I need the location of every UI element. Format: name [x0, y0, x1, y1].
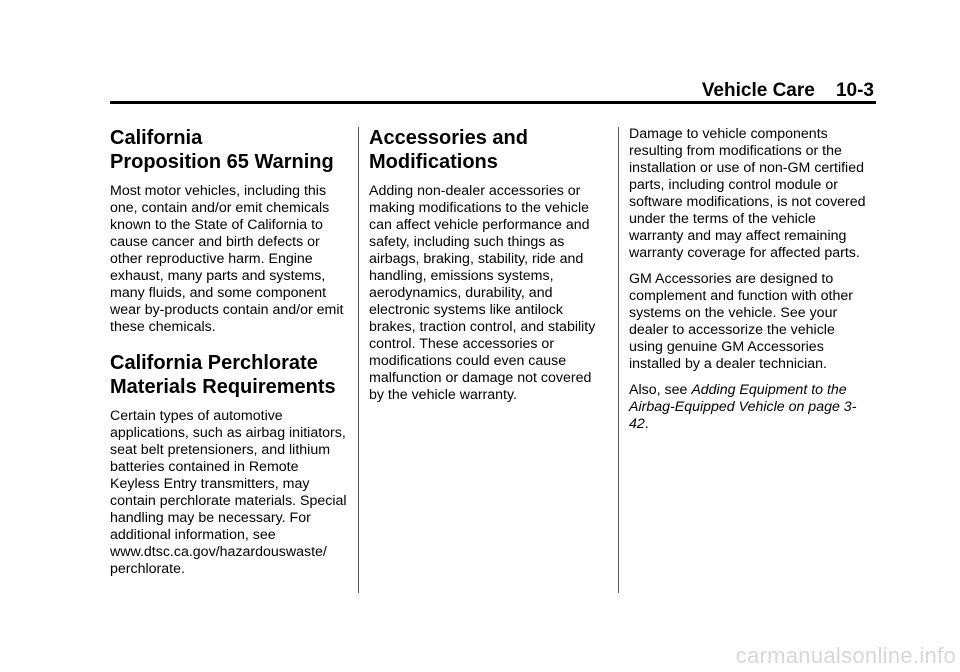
see-also-paragraph: Also, see Adding Equipment to the Airbag-Equipped Vehicle on page 3-42.	[629, 382, 857, 432]
column-divider-2	[618, 127, 619, 593]
column-middle	[369, 126, 607, 413]
accessories-body: Adding non-dealer accessories or making modifications to the vehicle can affect vehicle performance and safety, including such things as airbags, braking, stability, ride and handling, emissions systems, aerodynamics, durability, and electronic systems like antilock brakes, traction control, and stability control. These accessories or modifications could even cause malfunction or damage not covered by the vehicle warranty.	[369, 183, 596, 403]
column-divider-1	[358, 127, 359, 593]
warranty-paragraph: Damage to vehicle components resulting from modifications or the installation or use of non-GM certified parts, including control module or software modifications, is not covered under the terms of the vehicle warranty and may affect remaining warranty coverage for affected parts.	[629, 126, 866, 261]
perchlorate-heading: California Perchlorate Materials Requirements	[110, 352, 336, 398]
column-right	[629, 126, 869, 442]
header-title	[702, 80, 874, 102]
perchlorate-body: Certain types of automotive applications, such as airbag initiators, seat belt pretensioners, and lithium batteries contained in Remote Keyless Entry transmitters, may contain perchlorate materials. Special handling may be necessary. For additional information, see www.dtsc.ca.gov/hazardouswaste/ perchlorate.	[110, 408, 347, 577]
gm-accessories-paragraph: GM Accessories are designed to complement and function with other systems on the vehicle. See your dealer to accessorize the vehicle using genuine GM Accessories installed by a dealer technician.	[629, 271, 853, 372]
header-page-number: 10-3	[835, 80, 874, 101]
watermark: carmanualsonline.info	[735, 643, 956, 668]
header-rule	[110, 101, 876, 104]
page-header	[0, 0, 960, 110]
prop65-body: Most motor vehicles, including this one, contain and/or emit chemicals known to the State of California to cause cancer and birth defects or other reproductive harm. Engine exhaust, many parts and systems, many fluids, and some component wear by-products contain and/or emit these chemicals.	[110, 183, 344, 335]
column-left	[110, 126, 350, 587]
header-section: Vehicle Care	[701, 80, 815, 101]
prop65-heading: California Proposition 65 Warning	[110, 127, 334, 173]
accessories-heading: Accessories and Modifications	[369, 127, 528, 173]
cross-reference-link[interactable]: Adding Equipment to the Airbag-Equipped Vehicle on page 3-42	[629, 382, 857, 432]
